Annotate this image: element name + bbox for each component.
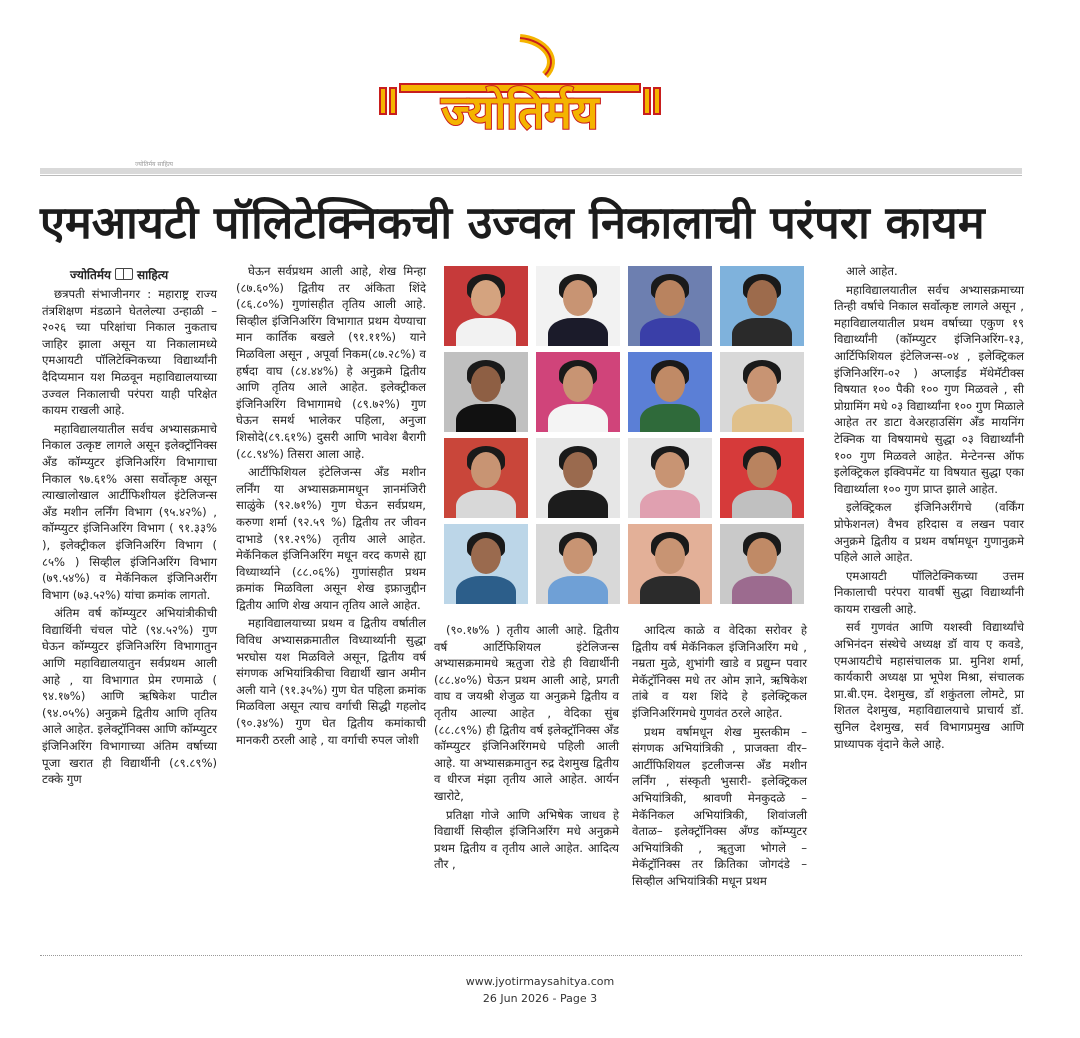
student-body — [548, 404, 608, 432]
student-face — [471, 280, 501, 316]
paragraph: आर्टीफिशियल इंटेलिजन्स अँड मशीन लर्निंग या अभ्यासक्रमामधून ज्ञानमंजिरी साळुंके (९२.७१%) गुण घेऊन सर्वप्रथम, करुणा शर्मा (९२.५९ %) द्वितीय तर जीवन दाभाडे (९१.२९%) तृतीय आले आहेत. मेकॅनिकल इंजिनिअरिंग मधून वरद कणसे ह्या विध्यार्थ्याने (८८.०६%) गुणांसहीत प्रथम क्रमांक मिळविला असून शेख इफ्राजुद्दीन द्वितीय आणि शेख अयान तृतिय आले आहेत. — [236, 465, 426, 612]
student-face — [655, 280, 685, 316]
student-face — [655, 452, 685, 488]
student-face — [747, 366, 777, 402]
footer-date: 26 Jun 2026 - Page 3 — [482, 992, 598, 1005]
paragraph: (९०.१७% ) तृतीय आली आहे. द्वितीय वर्ष आर्टिफिशियल इंटेलिजन्स अभ्यासक्रमामधे ऋतुजा रोडे ही विद्यार्थीनी (८८.४०%) घेऊन प्रथम आली आहे, प्रगती वाघ व जयश्री शेजुळ या अनुक्रमे द्वितीय व तृतीय आल्या आहेत , वेदिका सुंब (८८.८९%) ही द्वितीय वर्ष इलेक्ट्रॉनिक्स अँड कॉम्प्युटर इंजिनिअरिंगमधे पहिली आली आहे. या अभ्यासक्रमातुन रुद्र देशमुख द्वितीय व धीरज मंझा तृतीय आले आहेत. आर्यन खारोटे, — [434, 623, 619, 803]
paragraph: महाविद्यालयातील सर्वच अभ्यासक्रमाचे निकाल उत्कृष्ट लागले असून इलेक्ट्रॉनिक्स अँड कॉम्प्युटर इंजिनिअरिंग विभागाचा निकाल ९७.६१% असा सर्वोत्कृष्ट असून त्याखालोखाल आर्टीफिशीयल इंटेलिजन्स अँड मशीन लर्निंग विभाग (९५.४२%) , कॉम्प्युटर इंजिनिअरिंग विभाग ( ९१.३३% ), इलेक्ट्रीकल इंजिनिअरिंग विभाग ( ८५% ) सिव्हील इंजिनिअरिंग विभाग (७९.५४%) व मेकॅनिकल इंजिनिअरींग विभाग (७३.५२%) यांचा क्रमांक लागतो. — [42, 421, 217, 602]
student-photo — [628, 266, 712, 346]
article-headline: एमआयटी पॉलिटेक्निकची उज्वल निकालाची परंपरा कायम — [40, 196, 985, 249]
student-body — [456, 490, 516, 518]
article-column-2 — [236, 263, 426, 748]
student-face — [563, 538, 593, 574]
student-face — [471, 452, 501, 488]
article-column-4 — [632, 622, 807, 890]
paragraph: आले आहेत. — [846, 264, 898, 278]
paragraph: इलेक्ट्रिकल इंजिनिअरींगचे (वर्किंग प्रोफेशनल) वैभव हरिदास व लखन पवार अनुक्रमे द्वितीय व प्रथम वर्षामधून गुणानुक्रमे पहिले आले आहेत. — [834, 500, 1024, 565]
byline-left: ज्योतिर्मय — [70, 268, 112, 282]
paragraph: प्रतिक्षा गोजे आणि अभिषेक जाधव हे विद्यार्थी सिव्हील इंजिनिअरिंग मधे अनुक्रमे प्रथम द्वितीय व तृतीय आले आहेत. आदित्य तौर , — [434, 807, 619, 872]
student-body — [640, 318, 700, 346]
paragraph: महाविद्यालयातील सर्वच अभ्यासक्रमाच्या तिन्ही वर्षाचे निकाल सर्वोत्कृष्ट लागले असून , महाविद्यालयातील प्रथम वर्षाच्या एकुण १९ विद्यार्थ्यांनी (कॉम्प्युटर इंजिनिअरिंग-१३, आर्टिफिशियल इंटेलिजन्स-०४ , इलेक्ट्रिकल इंजिनिअरिंग-०२ ) अप्लाईड मॅथेमॅटीक्स विषयात १०० पैकी १०० गुण मिळवले , सी प्रोग्रामिंग मधे ०३ विद्यार्थ्यांना १०० गुण मिळाले आहेत तर डाटा वेअरहाउसिंग अँड मायनिंग टेक्निक या विषयामधे सुद्धा ०३ विद्यार्थ्यांनी १०० गुण मिळवले आहेत. मेन्टेनन्स ऑफ इलेक्ट्रिकल इक्विपमेंट या विषयात सुद्धा एका विद्यार्थ्याला १०० गुण प्राप्त झाले आहेत. — [834, 282, 1024, 496]
paragraph: आदित्य काळे व वेदिका सरोवर हे द्वितीय वर्ष मेकॅनिकल इंजिनिअरिंग मधे , नम्रता मुळे, शुभांगी खाडे व प्रद्युम्न पवार मेकॅट्रॉनिक्स मधे तर ओम ज्ञाने, ऋषिकेश तांबे व यश शिंदे हे इलेक्ट्रिकल इंजिनिअरिंगमधे गुणवंत ठरले आहेत. — [632, 623, 807, 720]
student-body — [732, 404, 792, 432]
student-photo — [536, 438, 620, 518]
paragraph: एमआयटी पॉलिटेक्निकच्या उत्तम निकालाची परंपरा यावर्षी सुद्धा विद्यार्थ्यांनी कायम राखली आहे. — [834, 568, 1024, 616]
student-photo — [444, 352, 528, 432]
student-photo — [444, 266, 528, 346]
student-photo — [444, 524, 528, 604]
masthead-title: ज्योतिर्मय — [441, 85, 599, 139]
student-body — [640, 576, 700, 604]
student-face — [655, 366, 685, 402]
student-face — [471, 366, 501, 402]
student-face — [747, 452, 777, 488]
student-photo — [536, 266, 620, 346]
article-column-3 — [434, 622, 619, 873]
student-face — [563, 280, 593, 316]
top-divider — [40, 168, 1022, 174]
student-body — [548, 576, 608, 604]
masthead-logo — [370, 30, 670, 150]
book-icon — [115, 268, 133, 280]
bottom-divider — [40, 955, 1022, 956]
byline-right: साहित्य — [137, 268, 169, 282]
paragraph: महाविद्यालयाच्या प्रथम व द्वितीय वर्षातील विविध अभ्यासक्रमातील विध्यार्थ्यानी सुद्धा भरघोस यश मिळविले असून, द्वितीय वर्ष संगणक अभियांत्रिकीचा विद्यार्थी खान अमीन अली याने (९१.३५%) गुण घेत पहिला क्रमांक मिळविला असून त्याच वर्गाची सिद्धी गहलोद (९०.३४%) गुण घेत द्वितीय कमांकाची मानकरी ठरली आहे , या वर्गाची रुपल जोशी — [236, 616, 426, 747]
tiny-caption: ज्योतिर्मय साहित्य — [135, 161, 173, 168]
paragraph: सर्व गुणवंत आणि यशस्वी विद्यार्थ्यांचे अभिनंदन संस्थेचे अध्यक्ष डॉ वाय ए कवडे, एमआयटीचे महासंचालक प्रा. मुनिश शर्मा, कार्यकारी अध्यक्ष प्रा भूपेश मिश्रा, संचालक प्रा.बी.एम. देशमुख, डॉ शकुंतला लोमटे, प्रा शितल देशमुख, महाविद्यालयाचे प्राचार्य डॉ. सुनिल देशमुख, सर्व विभागप्रमुख आणि प्राध्यापक वृंदाने केले आहे. — [834, 620, 1024, 751]
article-column-1 — [42, 286, 217, 788]
student-face — [471, 538, 501, 574]
student-photo — [720, 352, 804, 432]
student-body — [732, 318, 792, 346]
student-photo — [720, 524, 804, 604]
student-photo — [536, 524, 620, 604]
student-photo — [628, 352, 712, 432]
student-body — [548, 318, 608, 346]
student-body — [456, 576, 516, 604]
student-photo — [720, 438, 804, 518]
student-face — [747, 280, 777, 316]
paragraph: प्रथम वर्षामधून शेख मुस्तकीम – संगणक अभियांत्रिकी , प्राजक्ता वीर– आर्टीफिशियल इटलीजन्स अँड मशीन लर्निंग , संस्कृती भुसारी- इलेक्ट्रिकल अभियांत्रिकी, श्रावणी मेनकुदळे – मेकॅनिकल अभियांत्रिकी, शिवांजली वेताळ– इलेक्ट्रॉनिक्स अँण्ड कॉम्प्युटर अभियांत्रिकी , ॠतुजा भोगले – मेकॅट्रॉनिक्स तर क्रितिका जोगदंडे – सिव्हील अभियांत्रिकी मधून प्रथम — [632, 724, 807, 888]
student-photo — [720, 266, 804, 346]
student-photo — [444, 438, 528, 518]
top-divider-line — [40, 175, 1022, 176]
paragraph: छत्रपती संभाजीनगर : महाराष्ट्र राज्य तंत्रशिक्षण मंडळाने घेतलेल्या उन्हाळी – २०२६ च्या परिक्षांचा निकाल नुकताच जाहिर झाला असून या निकालामध्ये एमआयटी पॉलिटेक्निकच्या विद्यार्थ्यांनी दैदिप्यमान यश मिळवून महाविद्यालयाच्या उज्वल निकालाची परंपरा याही परिक्षेत कायम राखली आहे. — [42, 287, 217, 418]
student-body — [732, 490, 792, 518]
student-face — [563, 452, 593, 488]
paragraph: घेऊन सर्वप्रथम आली आहे, शेख मिन्हा (८७.६०%) द्वितीय तर अंकिता शिंदे (८६.८०%) गुणांसहीत तृतिय आली आहे. सिव्हील इंजिनिअरिंग विभागात प्रथम येण्याचा मान कार्तिक बखले (९१.११%) याने मिळविला असून , अपूर्वा निकम(८७.२८%) व हर्षदा वाघ (८४.४४%) हे अनुक्रमे द्वितीय आणि तृतिय आले आहेत. इलेक्ट्रीकल इंजिनिअरिंग विभागामधे (८९.७२%) गुण घेऊन समर्थ भालेकर पहिला, अनुजा शिसोदे(८९.६१%) दुसरी आणि भावेश बैरागी (८८.९४%) तिसरा आला आहे. — [236, 264, 426, 461]
paragraph: अंतिम वर्ष कॉम्प्युटर अभियांत्रीकीची विद्यार्थिनी चंचल पोटे (९४.५२%) गुण घेऊन कॉम्प्युटर इंजिनिअरिंग विभागातुन आणि महाविद्यालयातुन सर्वप्रथम आली आहे , या विभागात प्रेम रणमाळे ( ९४.१७%) आणि ऋषिकेश पाटील (९४.०५%) अनुक्रमे द्वितीय आणि तृतिय आले आहेत. इलेक्ट्रॉनिक्स आणि कॉम्प्युटर इंजिनिअरिंग विभागाच्या अंतिम वर्षाच्या पूजा खरात ही विद्यार्थीनी (८९.८९%) टक्के गुण — [42, 606, 217, 787]
student-body — [548, 490, 608, 518]
student-face — [655, 538, 685, 574]
student-body — [456, 318, 516, 346]
student-body — [732, 576, 792, 604]
masthead-logo-graphic — [370, 30, 670, 150]
student-photo — [628, 438, 712, 518]
student-body — [640, 404, 700, 432]
student-photo — [536, 352, 620, 432]
article-column-5 — [834, 263, 1024, 752]
byline — [70, 266, 168, 283]
student-body — [640, 490, 700, 518]
student-face — [747, 538, 777, 574]
student-body — [456, 404, 516, 432]
footer-url[interactable]: www.jyotirmaysahitya.com — [465, 975, 615, 988]
student-face — [563, 366, 593, 402]
student-photo — [628, 524, 712, 604]
